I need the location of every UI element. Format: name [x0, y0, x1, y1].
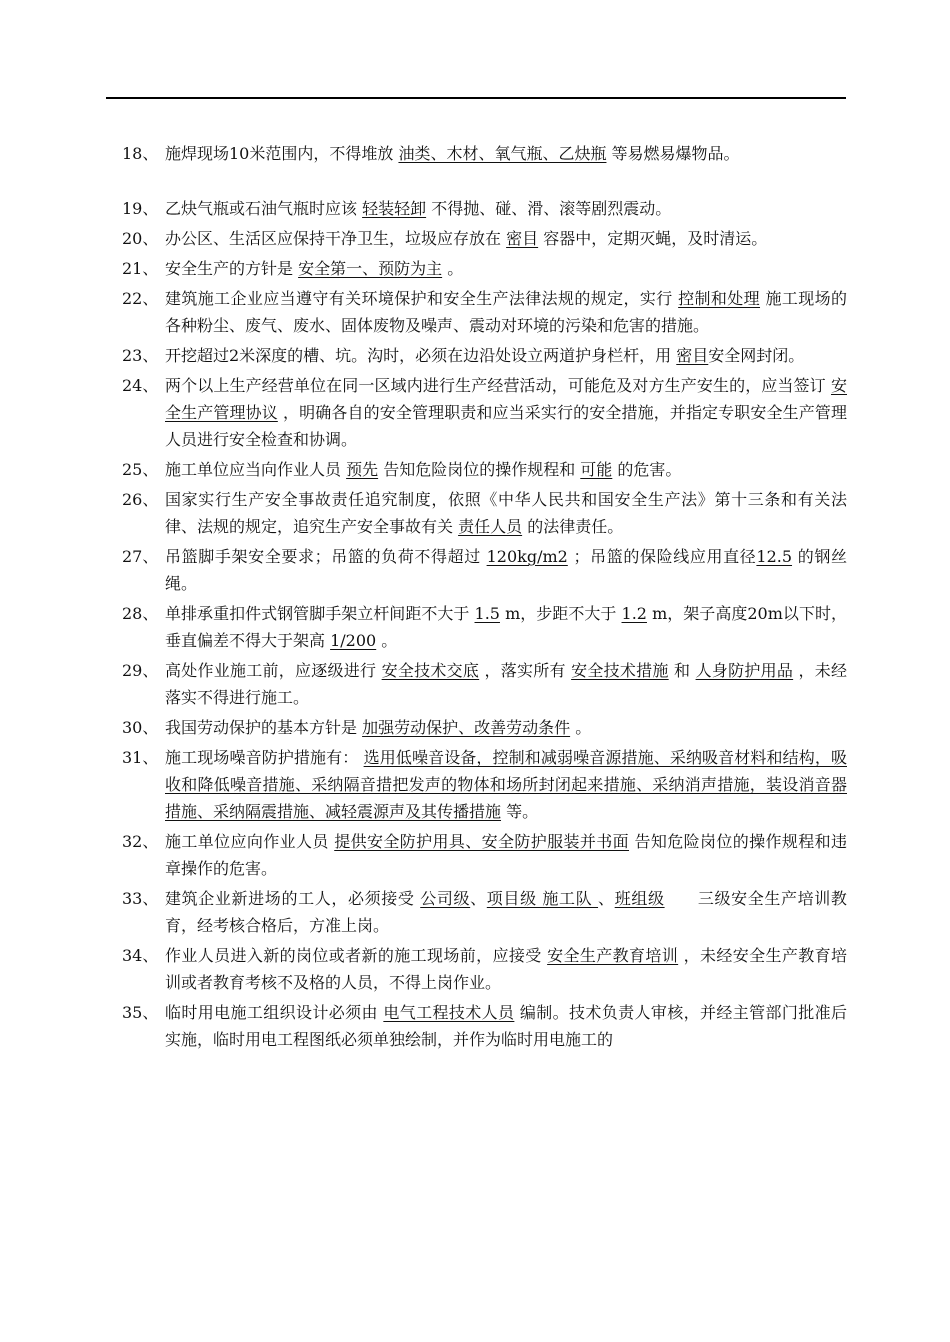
question-item [0, 372, 847, 453]
question-text: 建筑施工企业应当遵守有关环境保护和安全生产法律法规的规定，实行 [165, 289, 679, 308]
question-number: 27、 [122, 547, 159, 566]
question-text: 的钢丝绳。 [165, 547, 847, 593]
question-item [0, 744, 847, 825]
header-rule [106, 97, 846, 99]
question-text: 高处作业施工前，应逐级进行 [165, 661, 382, 680]
question-text: 施焊现场10米范围内，不得堆放 [165, 144, 399, 163]
question-text: 临时用电施工组织设计必须由 [165, 1003, 384, 1022]
question-text: ；吊篮的保险线应用直径 [567, 547, 757, 566]
question-text: m，步距不大于 [499, 604, 622, 623]
question-text: 我国劳动保护的基本方针是 [165, 718, 363, 737]
question-number: 26、 [122, 490, 159, 509]
question-text: 告知危险岗位的操作规程和违章操作的危害。 [165, 832, 847, 878]
question-number: 23、 [122, 346, 159, 365]
question-item [0, 342, 847, 369]
answer-blank: 选用低噪音设备，控制和减弱噪音源措施、采纳吸音材料和结构，吸收和降低噪音措施、采纳隔音措把发声的物体和场所封闭起来措施、采纳消声措施，装设消音器措施、采纳隔震措施、减轻震源声及其传播措施 [165, 748, 847, 821]
question-text: 办公区、生活区应保持干净卫生，垃圾应存放在 [165, 229, 507, 248]
question-number: 19、 [122, 199, 159, 218]
document-body [0, 140, 950, 1056]
answer-blank: 安全第一、预防为主 [298, 259, 443, 278]
question-number: 34、 [122, 946, 159, 965]
question-text: 国家实行生产安全事故责任追究制度，依照《中华人民共和国安全生产法》第十三条和有关法律、法规的规定，追究生产安全事故有关 [165, 490, 847, 536]
answer-blank: 提供安全防护用具、安全防护服装并书面 [334, 832, 630, 851]
question-text: ，未经落实不得进行施工。 [165, 661, 847, 707]
question-text: 作业人员进入新的岗位或者新的施工现场前，应接受 [165, 946, 548, 965]
question-text: 、 [598, 889, 615, 908]
answer-blank: 人身防护用品 [695, 661, 794, 680]
question-text: 施工单位应当向作业人员 [165, 460, 347, 479]
question-number: 18、 [122, 144, 159, 163]
question-text: 吊篮脚手架安全要求；吊篮的负荷不得超过 [165, 547, 487, 566]
question-text: 两个以上生产经营单位在同一区域内进行生产经营活动，可能危及对方生产安生的，应当签订 [165, 376, 831, 395]
question-number: 35、 [122, 1003, 159, 1022]
answer-blank: 责任人员 [458, 517, 523, 536]
question-text: ，明确各自的安全管理职责和应当采实行的安全措施，并指定专职安全生产管理人员进行安全检查和协调。 [165, 403, 847, 449]
question-number: 33、 [122, 889, 159, 908]
answer-blank: 安全技术交底 [381, 661, 480, 680]
question-text: 的危害。 [612, 460, 682, 479]
question-item [0, 885, 847, 939]
question-text: 和 [668, 661, 696, 680]
question-number: 28、 [122, 604, 159, 623]
question-item [0, 486, 847, 540]
answer-blank: 轻装轻卸 [362, 199, 427, 218]
question-item [0, 714, 847, 741]
answer-blank: 油类、木材、氧气瓶、乙炔瓶 [398, 144, 607, 163]
question-item [0, 942, 847, 996]
question-text: 安全网封闭。 [708, 346, 805, 365]
question-text: ，未经安全生产教育培训或者教育考核不及格的人员，不得上岗作业。 [165, 946, 847, 992]
question-number: 32、 [122, 832, 159, 851]
question-text: 、 [470, 889, 487, 908]
question-text: 不得抛、碰、滑、滚等剧烈震动。 [426, 199, 672, 218]
question-number: 31、 [122, 748, 159, 767]
question-text: 。 [570, 718, 592, 737]
answer-blank: 安全技术措施 [571, 661, 669, 680]
question-item [0, 999, 847, 1053]
question-item [0, 225, 847, 252]
question-text: 的法律责任。 [522, 517, 624, 536]
question-text: 等易燃易爆物品。 [606, 144, 740, 163]
answer-blank: 1.5 [474, 604, 500, 623]
answer-blank: 班组级 [614, 889, 665, 908]
question-number: 20、 [122, 229, 159, 248]
question-number: 30、 [122, 718, 159, 737]
question-text: m，架子高度20m以下时，垂直偏差不得大于架高 [165, 604, 847, 650]
answer-blank: 密目 [676, 346, 709, 365]
answer-blank: 电气工程技术人员 [383, 1003, 515, 1022]
answer-blank: 1.2 [621, 604, 647, 623]
answer-blank: 安全生产管理协议 [165, 376, 847, 422]
question-number: 22、 [122, 289, 159, 308]
question-text: 。 [442, 259, 464, 278]
question-item [0, 600, 847, 654]
question-item [0, 195, 847, 222]
question-item [0, 140, 847, 167]
question-item [0, 543, 847, 597]
answer-blank: 安全生产教育培训 [547, 946, 679, 965]
answer-blank: 1/200 [330, 631, 377, 650]
answer-blank: 120kg/m2 [486, 547, 568, 566]
question-item [0, 255, 847, 282]
question-text: 单排承重扣件式钢管脚手架立杆间距不大于 [165, 604, 475, 623]
answer-blank: 加强劳动保护、改善劳动条件 [362, 718, 571, 737]
answer-blank: 控制和处理 [678, 289, 761, 308]
question-item [0, 456, 847, 483]
question-number: 29、 [122, 661, 159, 680]
answer-blank: 可能 [580, 460, 613, 479]
question-text: 等。 [501, 802, 539, 821]
answer-blank: 项目级 施工队 [486, 889, 599, 908]
question-text: 乙炔气瓶或石油气瓶时应该 [165, 199, 363, 218]
question-number: 21、 [122, 259, 159, 278]
answer-blank: 预先 [346, 460, 379, 479]
question-text: 告知危险岗位的操作规程和 [378, 460, 581, 479]
question-text: 施工现场的各种粉尘、废气、废水、固体废物及噪声、震动对环境的污染和危害的措施。 [165, 289, 847, 335]
answer-blank: 密目 [506, 229, 539, 248]
question-item [0, 285, 847, 339]
question-text: 。 [376, 631, 398, 650]
question-text: 容器中，定期灭蝇，及时清运。 [538, 229, 768, 248]
answer-blank: 12.5 [756, 547, 793, 566]
question-text: 安全生产的方针是 [165, 259, 299, 278]
question-item [0, 657, 847, 711]
question-text: 开挖超过2米深度的槽、坑。沟时，必须在边沿处设立两道护身栏杆，用 [165, 346, 677, 365]
question-number: 25、 [122, 460, 159, 479]
question-text: ，落实所有 [479, 661, 572, 680]
question-text: 三级安全生产培训教育，经考核合格后，方准上岗。 [165, 889, 847, 935]
question-number: 24、 [122, 376, 159, 395]
question-item [0, 828, 847, 882]
question-text: 施工单位应向作业人员 [165, 832, 335, 851]
question-text: 编制。技术负责人审核，并经主管部门批准后实施，临时用电工程图纸必须单独绘制，并作为临时用电施工的 [165, 1003, 847, 1049]
answer-blank: 公司级 [420, 889, 471, 908]
question-text: 建筑企业新进场的工人，必须接受 [165, 889, 421, 908]
question-text: 施工现场噪音防护措施有： [165, 748, 364, 767]
